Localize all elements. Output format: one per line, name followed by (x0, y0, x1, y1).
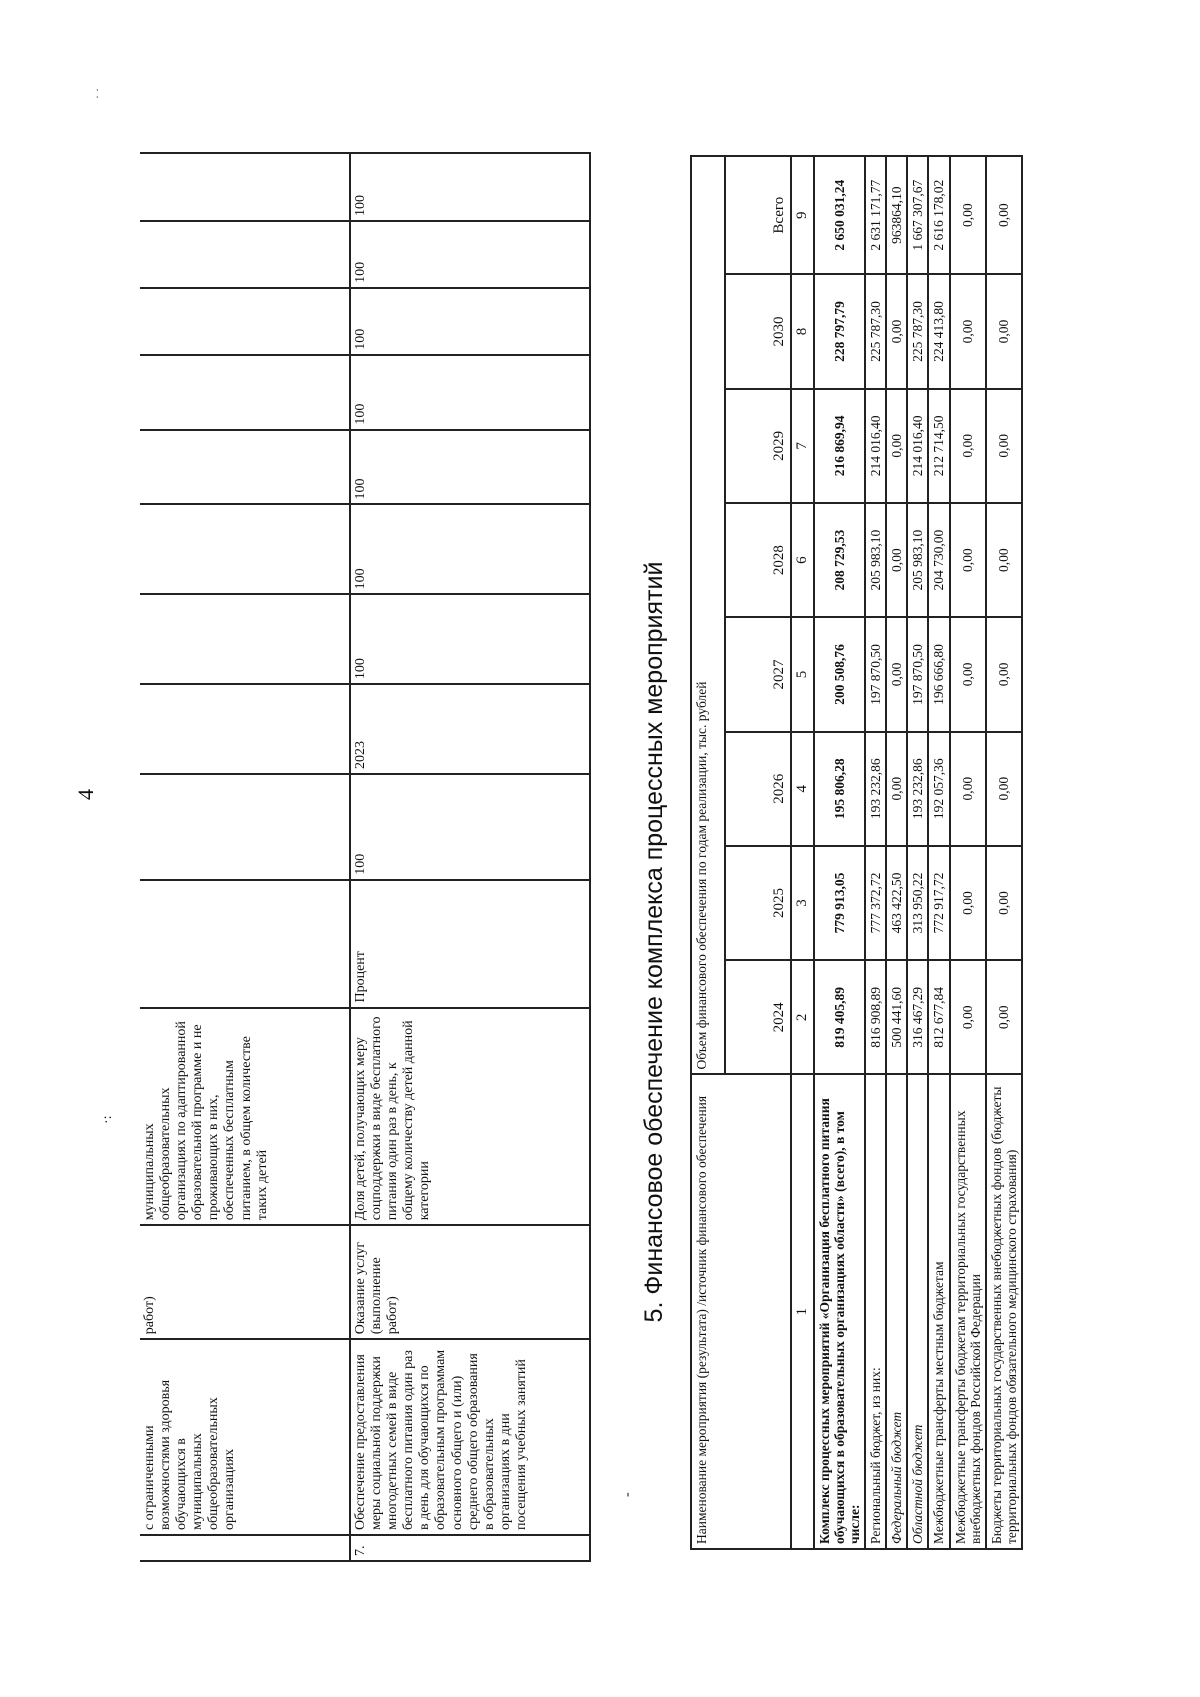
value-cell: 193 232,86 (907, 732, 928, 846)
year-header: 2028 (725, 503, 791, 617)
table-row (950, 156, 986, 1549)
value-cell: 313 950,22 (907, 846, 928, 960)
year-header: 2024 (725, 960, 791, 1074)
value-cell (140, 505, 350, 595)
value-cell: 0,00 (886, 732, 907, 846)
table-row (986, 156, 1022, 1549)
section-title: 5. Финансовое обеспечение комплекса процессных мероприятий (640, 561, 668, 1323)
source-name: Бюджеты территориальных государственных внебюджетных фондов (бюджеты территориальных фондов обязательного медицинского страхования) (986, 1074, 1022, 1549)
measure-type: работ) (140, 1225, 350, 1339)
value-cell (140, 153, 350, 221)
total-header: Всего (725, 156, 791, 274)
scan-mark: ·: (100, 1115, 115, 1124)
column-index: 2 (791, 960, 814, 1074)
row-number (140, 1535, 350, 1561)
year-header: 2026 (725, 732, 791, 846)
total-cell: 1 667 307,67 (907, 156, 928, 274)
table-row (886, 156, 907, 1549)
value-cell (140, 288, 350, 355)
column-index: 8 (791, 274, 814, 388)
value-cell: 216 869,94 (814, 389, 865, 503)
total-cell: 2 650 031,24 (814, 156, 865, 274)
table-row (350, 153, 590, 1561)
column-index: 6 (791, 503, 814, 617)
value-cell (140, 594, 350, 684)
indicator-name: Доля детей, получающих меру соцподдержки в виде бесплатного питания один раз в день, к общему количеству детей данной категории (350, 1008, 590, 1226)
column-index: 3 (791, 846, 814, 960)
value-cell: 0,00 (950, 960, 986, 1074)
value-cell: 0,00 (950, 617, 986, 731)
column-index: 5 (791, 617, 814, 731)
value-cell: 463 422,50 (886, 846, 907, 960)
value-cell: 225 787,30 (865, 274, 886, 388)
value-cell: 816 908,89 (865, 960, 886, 1074)
value-cell: 0,00 (950, 846, 986, 960)
indicator-name: муниципальных общеобразовательных организациях по адаптированной образовательной программе и не проживающих в них, обеспеченных бесплатным питанием, в общем количестве таких детей (140, 1008, 350, 1226)
financing-rows (814, 156, 1022, 1549)
table-row (814, 156, 865, 1549)
financing-table (690, 155, 1023, 1550)
measure-name: Обеспечение предоставления меры социальной поддержки многодетных семей в виде бесплатного питания один раз в день для обучающихся по образовательным программам основного общего и (или) среднего общего образования в образовательных организациях в дни посещения учебных занятий (350, 1339, 590, 1535)
scan-mark-left: - (620, 1492, 635, 1497)
total-cell: 0,00 (986, 156, 1022, 274)
value-cell: 0,00 (986, 274, 1022, 388)
value-cell (140, 355, 350, 430)
value-cell: 212 714,50 (928, 389, 949, 503)
value-cell (140, 430, 350, 505)
value-cell: 204 730,00 (928, 503, 949, 617)
base-year (140, 684, 350, 774)
value-cell: 100 (350, 153, 590, 221)
value-cell: 195 806,28 (814, 732, 865, 846)
source-name: Региональный бюджет, из них: (865, 1074, 886, 1549)
page-number: 4 (73, 789, 98, 800)
value-cell: 0,00 (886, 389, 907, 503)
value-cell: 812 677,84 (928, 960, 949, 1074)
value-cell: 205 983,10 (865, 503, 886, 617)
value-cell: 0,00 (986, 732, 1022, 846)
measure-name: с ограниченными возможностями здоровья обучающихся в муниципальных общеобразовательных организациях (140, 1339, 350, 1535)
value-cell: 214 016,40 (865, 389, 886, 503)
year-header: 2030 (725, 274, 791, 388)
table-row (140, 153, 350, 1561)
source-name: Федеральный бюджет (886, 1074, 907, 1549)
value-cell: 225 787,30 (907, 274, 928, 388)
value-cell: 100 (350, 355, 590, 430)
value-cell: 214 016,40 (907, 389, 928, 503)
value-cell: 779 913,05 (814, 846, 865, 960)
value-cell: 0,00 (986, 846, 1022, 960)
value-cell: 208 729,53 (814, 503, 865, 617)
year-header: 2029 (725, 389, 791, 503)
column-header-volume: Объем финансового обеспечения по годам реализации, тыс. рублей (691, 156, 725, 1074)
value-cell: 228 797,79 (814, 274, 865, 388)
column-index: 9 (791, 156, 814, 274)
year-header: 2025 (725, 846, 791, 960)
value-cell: 100 (350, 505, 590, 595)
column-index: 1 (791, 1074, 814, 1549)
value-cell: 0,00 (886, 617, 907, 731)
value-cell: 224 413,80 (928, 274, 949, 388)
year-header: 2027 (725, 617, 791, 731)
value-cell: 196 666,80 (928, 617, 949, 731)
value-cell: 0,00 (986, 503, 1022, 617)
indicators-table (140, 152, 591, 1562)
value-cell: 193 232,86 (865, 732, 886, 846)
row-number: 7. (350, 1535, 590, 1561)
value-cell: 0,00 (950, 389, 986, 503)
value-cell: 0,00 (986, 389, 1022, 503)
value-cell: 197 870,50 (907, 617, 928, 731)
table-row (865, 156, 886, 1549)
total-cell: 963864,10 (886, 156, 907, 274)
value-cell: 100 (350, 430, 590, 505)
value-cell: 100 (350, 288, 590, 355)
value-cell: 0,00 (886, 503, 907, 617)
base-value (140, 774, 350, 880)
value-cell (140, 221, 350, 288)
source-name: Межбюджетные трансферты местным бюджетам (928, 1074, 949, 1549)
value-cell: 500 441,60 (886, 960, 907, 1074)
unit: Процент (350, 880, 590, 1008)
value-cell: 819 405,89 (814, 960, 865, 1074)
base-year: 2023 (350, 684, 590, 774)
value-cell: 0,00 (950, 732, 986, 846)
value-cell: 100 (350, 594, 590, 684)
source-name: Межбюджетные трансферты бюджетам территориальных государственных внебюджетных фондов Российской Федерации (950, 1074, 986, 1549)
column-index: 7 (791, 389, 814, 503)
value-cell: 205 983,10 (907, 503, 928, 617)
value-cell: 0,00 (986, 960, 1022, 1074)
table-row (907, 156, 928, 1549)
source-name: Областной бюджет (907, 1074, 928, 1549)
value-cell: 100 (350, 221, 590, 288)
total-cell: 0,00 (950, 156, 986, 274)
value-cell: 777 372,72 (865, 846, 886, 960)
source-name: Комплекс процессных мероприятий «Организация бесплатного питания обучающихся в образовательных организациях области» (всего), в том числе: (814, 1074, 865, 1549)
scan-mark-corner: · · (90, 88, 104, 99)
value-cell: 0,00 (950, 274, 986, 388)
column-header-name: Наименование мероприятия (результата) /источник финансового обеспечения (691, 1074, 791, 1549)
index-row (791, 156, 814, 1549)
value-cell: 316 467,29 (907, 960, 928, 1074)
measure-type: Оказание услуг (выполнение работ) (350, 1225, 590, 1339)
table-row (928, 156, 949, 1549)
value-cell: 0,00 (986, 617, 1022, 731)
column-index: 4 (791, 732, 814, 846)
total-cell: 2 616 178,02 (928, 156, 949, 274)
value-cell: 197 870,50 (865, 617, 886, 731)
value-cell: 0,00 (886, 274, 907, 388)
value-cell: 772 917,72 (928, 846, 949, 960)
value-cell: 0,00 (950, 503, 986, 617)
value-cell: 200 508,76 (814, 617, 865, 731)
total-cell: 2 631 171,77 (865, 156, 886, 274)
base-value: 100 (350, 774, 590, 880)
unit (140, 880, 350, 1008)
header-row (691, 156, 725, 1549)
value-cell: 192 057,36 (928, 732, 949, 846)
